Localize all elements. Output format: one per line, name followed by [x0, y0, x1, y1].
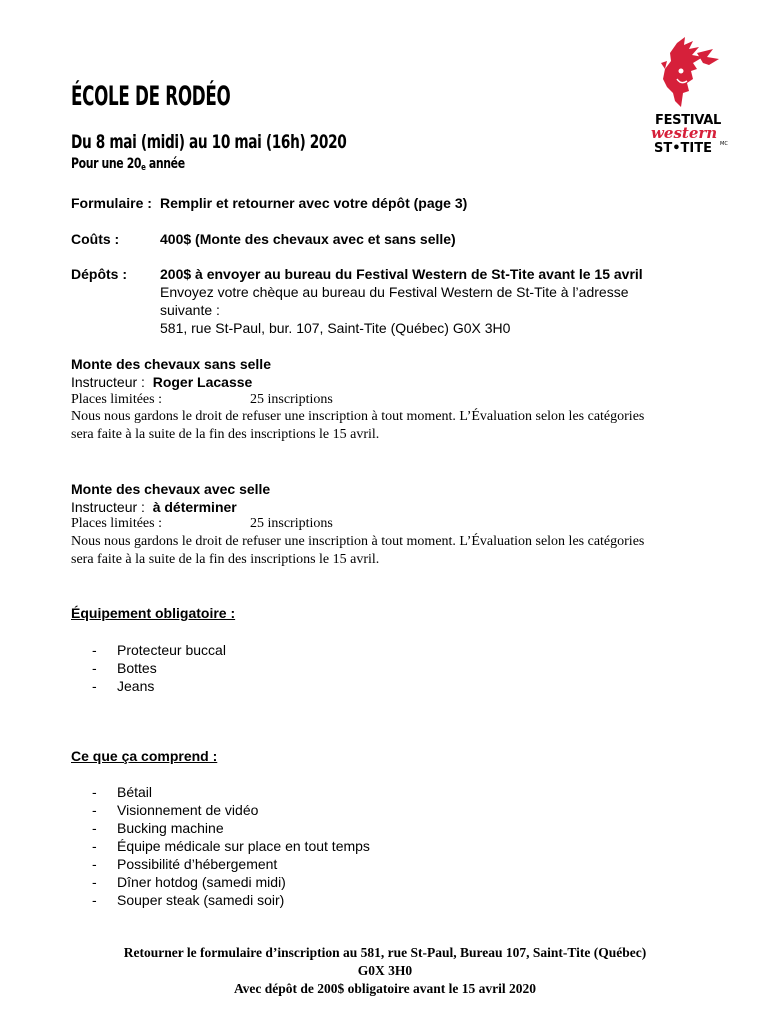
logo-trademark: MC: [720, 141, 728, 147]
instructor-name: Roger Lacasse: [152, 374, 253, 390]
footer-line-2: G0X 3H0: [357, 963, 413, 978]
formulaire-value: Remplir et retourner avec votre dépôt (page 3): [160, 195, 468, 211]
logo-text-festival: FESTIVAL: [655, 113, 721, 128]
couts-label: Coûts :: [71, 231, 120, 247]
section-sans-selle-title: Monte des chevaux sans selle: [71, 356, 271, 372]
equipment-title: Équipement obligatoire :: [71, 605, 236, 621]
logo-text-sttite: ST•TITE: [654, 141, 712, 156]
depots-line-3: suivante :: [160, 302, 220, 318]
list-item: - Possibilité d’hébergement: [92, 855, 370, 873]
depots-label: Dépôts :: [71, 266, 127, 282]
festival-western-logo: [637, 35, 737, 157]
edition-suffix: année: [145, 156, 185, 172]
footer-line-1: Retourner le formulaire d’inscription au 581, rue St-Paul, Bureau 107, Saint-Tite (Québec): [123, 945, 647, 960]
places-value: 25 inscriptions: [250, 392, 333, 407]
list-item: - Bottes: [92, 659, 226, 677]
list-item: - Souper steak (samedi soir): [92, 891, 370, 909]
couts-value: 400$ (Monte des chevaux avec et sans selle): [160, 231, 456, 247]
edition-prefix: Pour une 20: [71, 156, 142, 172]
places-label: Places limitées :: [71, 516, 162, 531]
logo-text-western: western: [651, 124, 718, 142]
formulaire-row: [71, 195, 152, 211]
list-item: - Dîner hotdog (samedi midi): [92, 873, 370, 891]
section-sans-selle-instructor: [71, 374, 252, 390]
list-item: - Protecteur buccal: [92, 641, 226, 659]
edition-sup: e: [141, 163, 146, 173]
includes-title: Ce que ça comprend :: [71, 748, 218, 764]
section-avec-selle-note-2: sera faite à la suite de la fin des inscriptions le 15 avril.: [71, 552, 380, 567]
edition-line: [71, 156, 185, 173]
equipment-list: [92, 641, 226, 695]
includes-list: [92, 783, 370, 909]
event-dates: Du 8 mai (midi) au 10 mai (16h) 2020: [71, 131, 347, 153]
list-item: - Équipe médicale sur place en tout temps: [92, 837, 370, 855]
depots-value: 200$ à envoyer au bureau du Festival Western de St-Tite avant le 15 avril: [160, 266, 643, 282]
page-title: ÉCOLE DE RODÉO: [71, 81, 231, 112]
depots-address: 581, rue St-Paul, bur. 107, Saint-Tite (Québec) G0X 3H0: [160, 320, 511, 336]
section-avec-selle-title: Monte des chevaux avec selle: [71, 481, 271, 497]
depots-line-2: Envoyez votre chèque au bureau du Festival Western de St-Tite à l’adresse: [160, 284, 629, 300]
section-avec-selle-note-1: Nous nous gardons le droit de refuser une inscription à tout moment. L’Évaluation selon les catégories: [71, 534, 645, 549]
list-item: - Bétail: [92, 783, 370, 801]
instructor-label: Instructeur :: [71, 374, 145, 390]
list-item: - Jeans: [92, 677, 226, 695]
places-label: Places limitées :: [71, 392, 162, 407]
section-sans-selle-note-2: sera faite à la suite de la fin des inscriptions le 15 avril.: [71, 427, 380, 442]
list-item: - Bucking machine: [92, 819, 370, 837]
list-item: - Visionnement de vidéo: [92, 801, 370, 819]
instructor-label: Instructeur :: [71, 499, 145, 515]
section-sans-selle-note-1: Nous nous gardons le droit de refuser une inscription à tout moment. L’Évaluation selon les catégories: [71, 409, 645, 424]
instructor-name: à déterminer: [152, 499, 237, 515]
places-value: 25 inscriptions: [250, 516, 333, 531]
section-avec-selle-instructor: [71, 499, 237, 515]
formulaire-label: Formulaire :: [71, 195, 152, 211]
footer-line-3: Avec dépôt de 200$ obligatoire avant le 15 avril 2020: [233, 981, 537, 996]
